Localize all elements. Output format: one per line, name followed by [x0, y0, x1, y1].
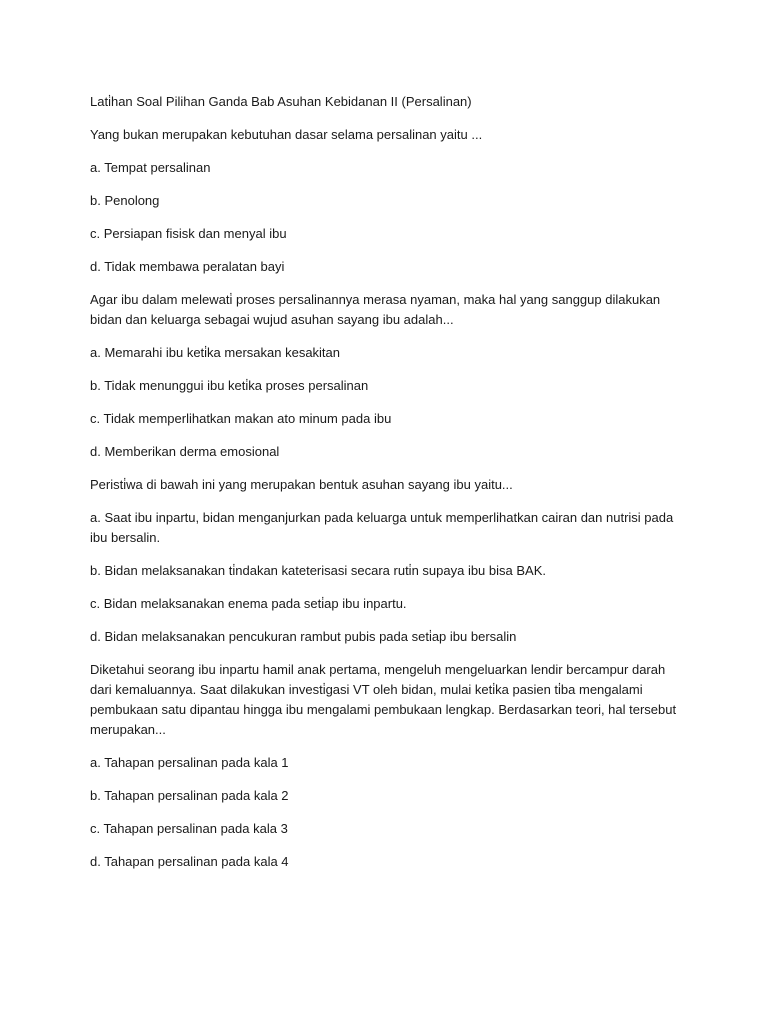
question-2-option-b: b. Tidak menunggui ibu keti̇ka proses persalinan [90, 378, 369, 393]
question-4-option-c: c. Tahapan persalinan pada kala 3 [90, 821, 288, 836]
document-title: Lati̇han Soal Pilihan Ganda Bab Asuhan Kebidanan II (Persalinan) [90, 94, 472, 109]
question-2-option-a: a. Memarahi ibu keti̇ka mersakan kesakitan [90, 345, 341, 360]
question-1-option-a: a. Tempat persalinan [90, 160, 211, 175]
question-1-option-b: b. Penolong [90, 193, 160, 208]
question-1-option-c: c. Persiapan fisisk dan menyal ibu [90, 226, 287, 241]
question-3-option-d: d. Bidan melaksanakan pencukuran rambut pubis pada seti̇ap ibu bersalin [90, 629, 517, 644]
question-3-option-c: c. Bidan melaksanakan enema pada seti̇ap ibu inpartu. [90, 596, 407, 611]
question-3-text: Peristi̇wa di bawah ini yang merupakan bentuk asuhan sayang ibu yaitu... [90, 477, 513, 492]
question-1-text: Yang bukan merupakan kebutuhan dasar selama persalinan yaitu ... [90, 127, 483, 142]
question-4-option-a: a. Tahapan persalinan pada kala 1 [90, 755, 289, 770]
question-1-option-d: d. Tidak membawa peralatan bayi [90, 259, 285, 274]
question-4-option-d: d. Tahapan persalinan pada kala 4 [90, 854, 289, 869]
question-2-option-d: d. Memberikan derma emosional [90, 444, 280, 459]
question-4-text: Diketahui seorang ibu inpartu hamil anak pertama, mengeluh mengeluarkan lendir bercampur darah dari kemaluannya. Saat dilakukan investi̇gasi VT oleh bidan, mulai keti̇ka pasien ti̇ba mengalami pembukaan satu dipantau hingga ibu mengalami pembukaan lengkap. Berdasarkan teori, hal tersebut merupakan... [90, 662, 677, 737]
question-2-text: Agar ibu dalam melewati̇ proses persalinannya merasa nyaman, maka hal yang sanggup dilakukan bidan dan keluarga sebagai wujud asuhan sayang ibu adalah... [90, 292, 661, 327]
question-3-option-b: b. Bidan melaksanakan ti̇ndakan kateterisasi secara ruti̇n supaya ibu bisa BAK. [90, 563, 546, 578]
question-2-option-c: c. Tidak memperlihatkan makan ato minum pada ibu [90, 411, 392, 426]
document-page [90, 92, 690, 885]
question-3-option-a: a. Saat ibu inpartu, bidan menganjurkan pada keluarga untuk memperlihatkan cairan dan nutrisi pada ibu bersalin. [90, 510, 674, 545]
question-4-option-b: b. Tahapan persalinan pada kala 2 [90, 788, 289, 803]
